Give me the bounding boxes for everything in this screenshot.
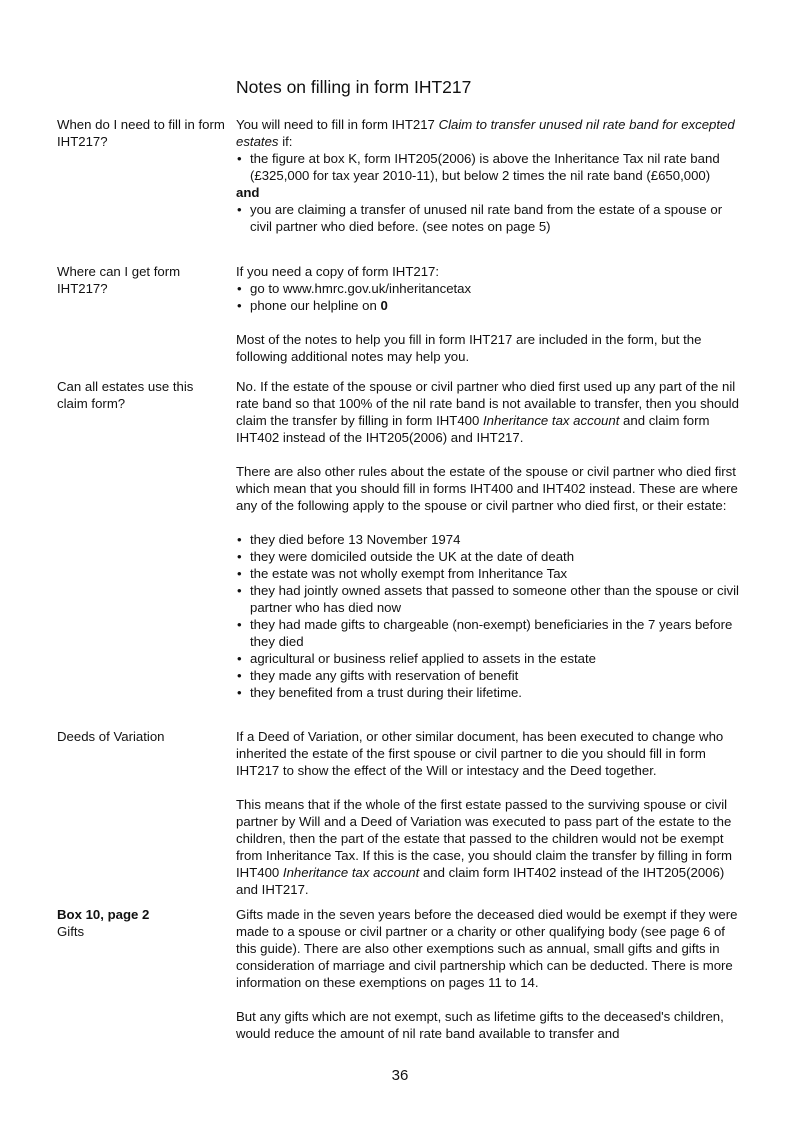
when-bullets-2 [236,201,741,235]
deeds-para-1: If a Deed of Variation, or other similar document, has been executed to change who inherited the estate of the first spouse or civil partner to die you should fill in form IHT217 to show the effect of the Will or intestacy and the Deed together. [236,729,724,778]
estates-bullets [236,531,741,701]
estates-para-1-tail: and claim form IHT402 instead of the IHT205(2006) and IHT217. [236,413,710,445]
where-bullets [236,280,741,314]
section-estates-label: Can all estates use this claim form? [57,379,194,411]
gifts-box-reference: Box 10, page 2 [57,907,150,922]
estates-bullet: • the estate was not wholly exempt from Inheritance Tax [236,565,741,582]
estates-bullet: • they had jointly owned assets that passed to someone other than the spouse or civil partner who has died now [236,582,741,616]
when-intro-tail: if: [278,134,293,149]
section-when-label: When do I need to fill in form IHT217? [57,117,225,149]
when-bullets [236,150,741,184]
section-where-body [236,263,741,365]
estates-para-2: There are also other rules about the estate of the spouse or civil partner who died first which mean that you should fill in forms IHT400 and IHT402 instead. These are where any of the following apply to the spouse or civil partner who died first, or their estate: [236,464,738,513]
page-number: 36 [391,1067,409,1084]
deeds-para-2-tail: and claim form IHT402 instead of the IHT205(2006) and IHT217. [236,865,725,897]
estates-bullet: • they had made gifts to chargeable (non-exempt) beneficiaries in the 7 years before they died [236,616,741,650]
estates-bullet: • agricultural or business relief applied to assets in the estate [236,650,741,667]
section-deeds-body [236,728,741,898]
deeds-para-2-text: This means that if the whole of the first estate passed to the surviving spouse or civil partner by Will and a Deed of Variation was executed to pass part of the estate to the children, then the part of the estate that passed to the children would not be exempt from Inheritance Tax. If this is the case, you should claim the transfer by filling in form IHT400 [236,797,732,880]
page-title: Notes on filling in form IHT217 [236,77,472,97]
where-bullet-2 [236,297,741,314]
when-and: and [236,185,260,200]
estates-para-1-text: No. If the estate of the spouse or civil partner who died first used up any part of the nil rate band so that 100% of the nil rate band is not available to transfer, then you should claim the transfer by filling in form IHT400 [236,379,739,428]
when-intro [236,116,741,150]
estates-bullet: • they were domiciled outside the UK at the date of death [236,548,741,565]
estates-bullet: • they benefited from a trust during their lifetime. [236,684,741,701]
section-gifts-body [236,906,741,1042]
section-where-label: Where can I get form IHT217? [57,264,181,296]
section-when-body [236,116,741,235]
when-intro-text: You will need to fill in form IHT217 [236,117,439,132]
where-para: Most of the notes to help you fill in form IHT217 are included in the form, but the following additional notes may help you. [236,332,702,364]
gifts-para-2: But any gifts which are not exempt, such as lifetime gifts to the deceased's children, would reduce the amount of nil rate band available to transfer and [236,1009,724,1041]
where-bullet-1: • go to www.hmrc.gov.uk/inheritancetax [236,280,741,297]
estates-bullet: • they made any gifts with reservation of benefit [236,667,741,684]
gifts-para-1: Gifts made in the seven years before the deceased died would be exempt if they were made to a spouse or civil partner or a charity or other qualifying body (see page 6 of this guide). There are also other exemptions such as annual, small gifts and gifts in consideration of marriage and civil partnership which can be deducted. There is more information on these exemptions on pages 11 to 14. [236,907,738,990]
section-estates-body [236,378,741,701]
estates-bullet: • they died before 13 November 1974 [236,531,741,548]
when-intro-form-title: Claim to transfer unused nil rate band for excepted estates [236,117,735,149]
deeds-para-2 [236,796,741,898]
helpline-number: 0 [380,298,388,313]
where-bullet-2-text: phone our helpline on [250,298,381,313]
estates-form-title: Inheritance tax account [483,413,620,428]
deeds-form-title: Inheritance tax account [282,865,420,880]
where-intro: If you need a copy of form IHT217: [236,264,440,279]
section-gifts-label [57,906,227,940]
when-bullet-1: • the figure at box K, form IHT205(2006) is above the Inheritance Tax nil rate band (£325,000 for tax year 2010-11), but below 2 times the nil rate band (£650,000) [236,150,741,184]
estates-para-1 [236,378,741,446]
gifts-heading: Gifts [57,924,85,939]
section-deeds-label: Deeds of Variation [57,729,165,744]
when-bullet-2: • you are claiming a transfer of unused nil rate band from the estate of a spouse or civil partner who died before. (see notes on page 5) [236,201,741,235]
